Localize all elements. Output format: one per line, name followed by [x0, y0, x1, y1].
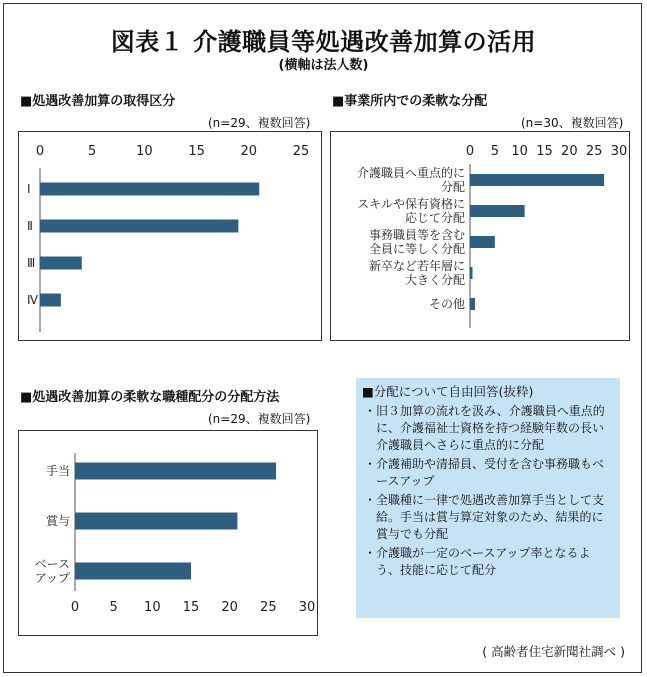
chart1-category-label: Ⅳ — [27, 293, 39, 307]
chart1-tick-label: 20 — [240, 144, 258, 159]
chart2-svg — [331, 132, 629, 340]
chart3-tick-label: 25 — [260, 600, 277, 615]
chart3-tick-label: 15 — [182, 600, 200, 615]
source-note: ( 高齢者住宅新聞社調べ ) — [482, 644, 625, 659]
chart3-note: (n=29、複数回答) — [208, 412, 311, 426]
chart2-bar — [470, 236, 495, 248]
chart2-tick-label: 0 — [465, 144, 475, 159]
chart1-bar — [40, 183, 259, 196]
chart2-category-label: 分配 — [440, 180, 465, 194]
chart1-tick-label: 5 — [88, 144, 97, 159]
chart1-tick-label: 25 — [292, 144, 310, 159]
chart2-category-label: 応じて分配 — [404, 211, 465, 225]
chart3-box — [18, 430, 318, 636]
chart2-category-label: 介護職員へ重点的に — [356, 166, 465, 180]
chart1-category-label: Ⅱ — [27, 219, 33, 233]
chart2-tick-label: 10 — [511, 144, 528, 159]
chart3-category-label: アップ — [34, 571, 70, 585]
chart2-tick-label: 15 — [536, 144, 553, 159]
chart3-bar — [75, 563, 191, 580]
chart2-category-label: 大きく分配 — [404, 273, 465, 287]
chart3-bar — [75, 513, 237, 530]
chart2-category-label: その他 — [428, 297, 465, 311]
chart3-tick-label: 20 — [221, 600, 238, 615]
chart2-note: (n=30、複数回答) — [521, 116, 624, 130]
chart2-heading: ■事業所内での柔軟な分配 — [332, 94, 488, 109]
chart2-tick-label: 5 — [490, 144, 499, 159]
figure-subtitle: (横軸は法人数) — [278, 58, 369, 73]
free-answer-item: ・介護補助や清掃員、受付を含む事務職もベースアップ — [364, 457, 605, 488]
free-answers-list — [362, 403, 614, 579]
chart2-category-label: 事務職員等を含む — [368, 228, 465, 242]
free-answer-item: ・全職種に一律で処遇改善加算手当として支給。手当は賞与算定対象のため、結果的に賞与でも分配 — [364, 493, 605, 541]
chart3-tick-label: 10 — [144, 600, 161, 615]
chart2-category-label: 全員に等しく分配 — [368, 242, 465, 256]
chart1-bar — [40, 257, 82, 270]
chart1-bar — [40, 220, 238, 233]
chart3-svg — [19, 431, 317, 635]
chart2-box — [330, 131, 630, 341]
chart3-tick-label: 5 — [109, 600, 118, 615]
chart3-category-label: 手当 — [45, 464, 70, 478]
free-answers-heading: ■分配について自由回答(抜粋) — [362, 384, 534, 399]
chart1-bar — [40, 294, 61, 307]
chart3-tick-label: 30 — [298, 600, 316, 615]
chart1-tick-label: 10 — [136, 144, 153, 159]
chart2-category-label: スキルや保有資格に — [357, 197, 465, 211]
chart2-tick-label: 25 — [585, 144, 603, 159]
chart1-tick-label: 0 — [35, 144, 45, 159]
chart1-note: (n=29、複数回答) — [208, 116, 311, 130]
chart3-category-label: 賞与 — [45, 514, 70, 528]
chart3-heading: ■処遇改善加算の柔軟な職種配分の分配方法 — [20, 390, 280, 405]
figure-title: 図表１ 介護職員等処遇改善加算の活用 — [110, 28, 537, 56]
chart3-category-label: ベース — [34, 557, 70, 571]
free-answer-item: ・旧３加算の流れを汲み、介護職員へ重点的に、介護福祉士資格を持つ経験年数の長い介護職員へさらに重点的に分配 — [364, 404, 605, 452]
chart1-heading: ■処遇改善加算の取得区分 — [20, 94, 176, 109]
chart1-category-label: Ⅲ — [27, 256, 36, 270]
chart3-tick-label: 0 — [70, 600, 80, 615]
chart2-bar — [470, 174, 604, 186]
free-answers-box — [356, 378, 620, 618]
chart1-tick-label: 15 — [188, 144, 205, 159]
chart2-bar — [470, 267, 472, 279]
free-answer-item: ・介護職が一定のベースアップ率となるよう、技能に応じて配分 — [364, 546, 591, 577]
chart2-bar — [470, 205, 525, 217]
chart3-bar — [75, 463, 276, 480]
chart1-box — [18, 131, 322, 341]
chart2-tick-label: 20 — [561, 144, 578, 159]
chart2-category-label: 新卒など若年層に — [368, 259, 465, 273]
chart2-bar — [470, 298, 475, 310]
chart1-svg — [19, 132, 321, 340]
chart2-tick-label: 30 — [610, 144, 628, 159]
chart1-category-label: Ⅰ — [27, 182, 31, 196]
